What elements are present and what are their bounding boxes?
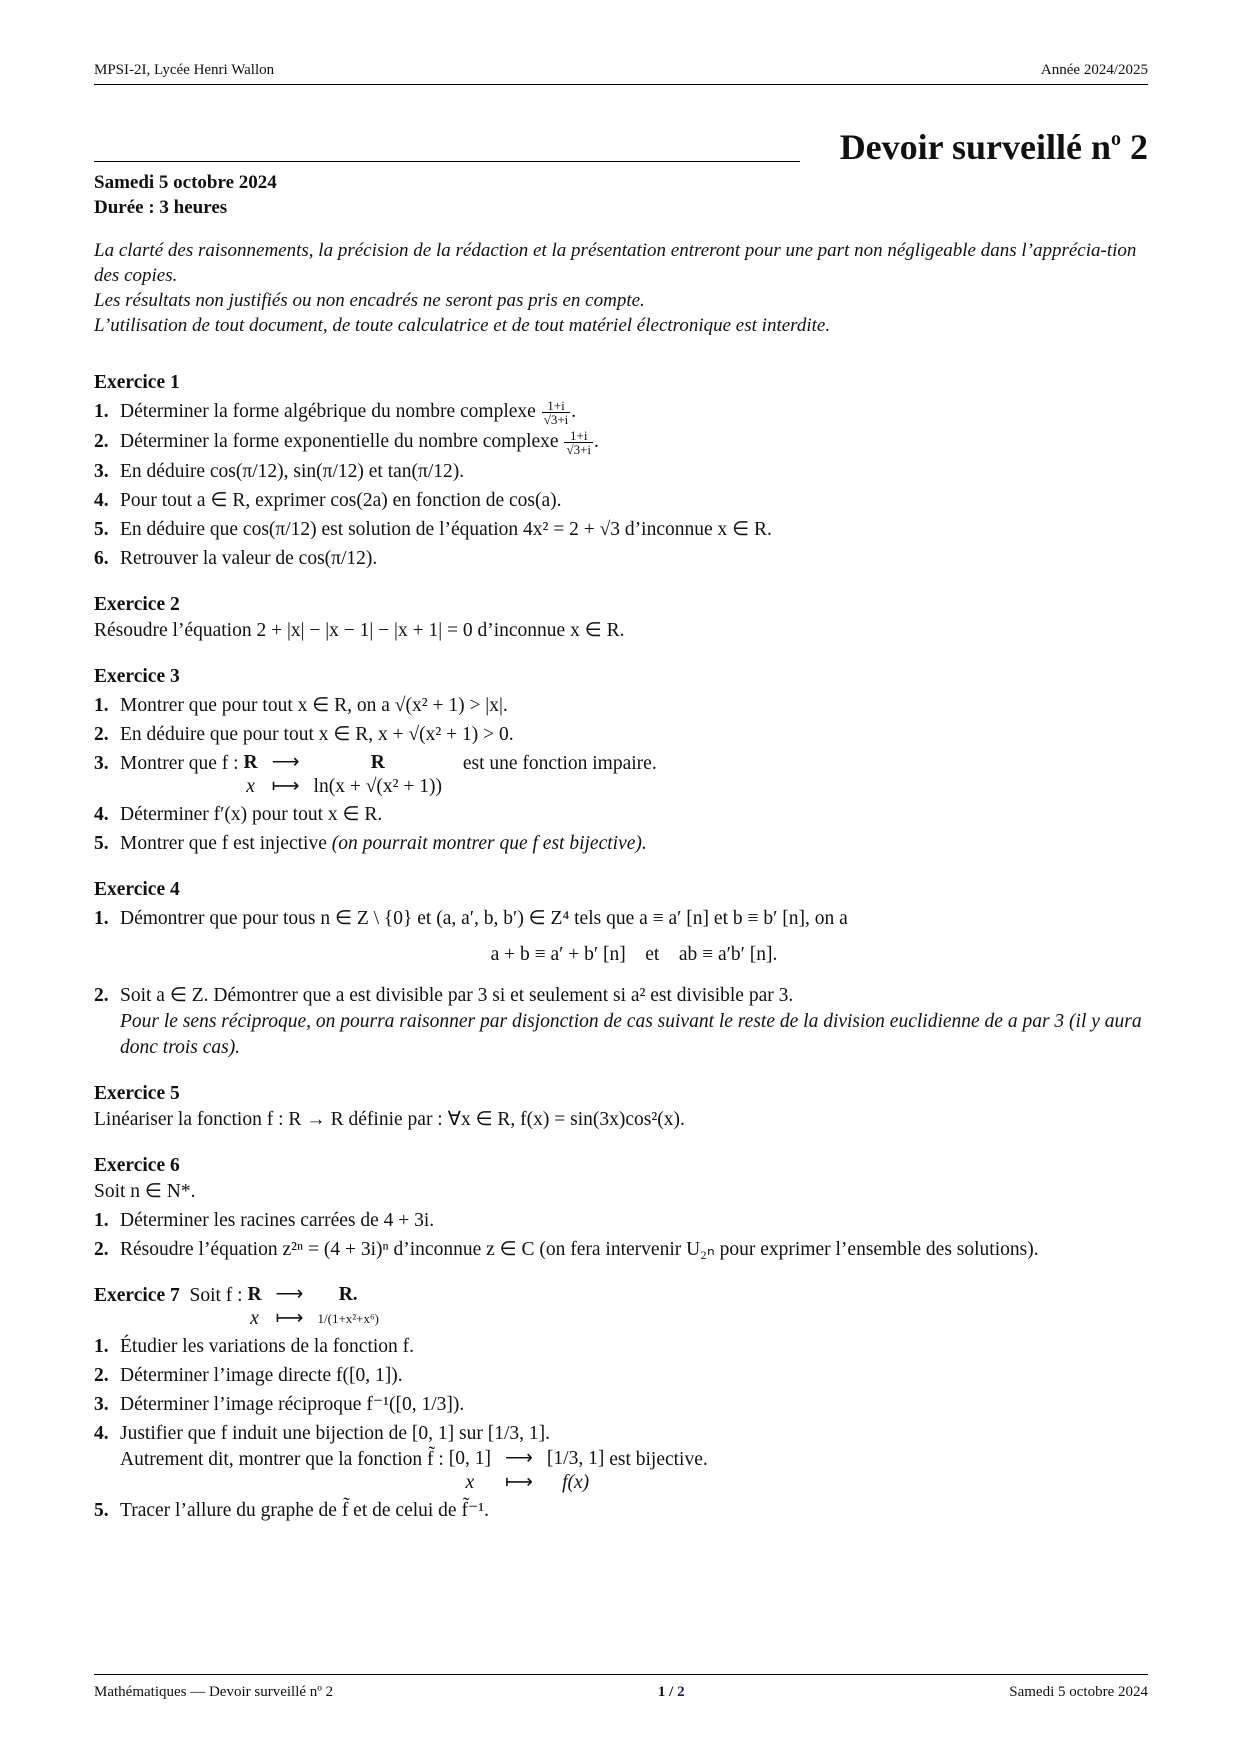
exercise-5-title: Exercice 5: [94, 1083, 180, 1105]
footer-rule: [94, 1674, 1148, 1675]
question-number: 1.: [94, 401, 109, 422]
question: [94, 546, 1148, 572]
question-number: 1.: [94, 1210, 109, 1232]
exam-duration: Durée : 3 heures: [94, 197, 228, 218]
mapping-maps-to: ⟼: [504, 1472, 533, 1494]
question: [94, 906, 1148, 980]
page-current: 1: [657, 1684, 666, 1700]
mapping-var: x: [246, 776, 255, 798]
question: [94, 517, 1148, 543]
question: [94, 1208, 1148, 1234]
question-number: 1.: [94, 1336, 109, 1358]
mapping-domain: R: [243, 752, 258, 774]
question-text: Justifier que f induit une bijection de [0, 1] sur [1/3, 1].: [120, 1423, 550, 1445]
exercise-1-title: Exercice 1: [94, 372, 180, 393]
fraction-denominator: √3+i: [543, 412, 569, 428]
mapping-arrow: ⟶: [271, 752, 300, 774]
mapping-var: x: [250, 1308, 259, 1330]
question-text: Déterminer les racines carrées de 4 + 3i.: [120, 1210, 435, 1232]
instruction-line: L’utilisation de tout document, de toute calculatrice et de tout matériel électronique est interdite.: [94, 315, 831, 336]
question-text: Déterminer la forme algébrique du nombre complexe: [120, 401, 536, 422]
mapping-maps-to: ⟼: [275, 1308, 304, 1330]
mapping-codomain: R: [370, 752, 385, 774]
question-text: Soit a ∈ Z. Démontrer que a est divisible par 3 si et seulement si a² est divisible par 3.: [120, 985, 794, 1007]
question-number: 6.: [94, 548, 109, 570]
title-text: Devoir surveillé n: [839, 127, 1111, 167]
question: [94, 983, 1148, 1061]
mapping-expression: ln(x + √(x² + 1)): [313, 776, 442, 798]
fraction-numerator: 1+i: [564, 429, 593, 443]
function-mapping: [243, 751, 442, 799]
question-text: est une fonction impaire.: [462, 753, 657, 775]
question-number: 5.: [94, 519, 109, 541]
question-hint: Pour le sens réciproque, on pourra raisonner par disjonction de cas suivant le reste de la division euclidienne de a par 3 (il y aura donc trois cas).: [120, 1011, 1142, 1059]
question-text: En déduire que pour tout x ∈ R, x + √(x² + 1) > 0.: [120, 724, 514, 746]
question: [94, 722, 1148, 748]
question: [94, 1334, 1148, 1360]
mapping-domain: R: [247, 1284, 262, 1306]
question-text: est bijective.: [609, 1449, 708, 1471]
instruction-line: Les résultats non justifiés ou non encadrés ne seront pas pris en compte.: [94, 290, 645, 311]
question: [94, 802, 1148, 828]
question: [94, 1498, 1148, 1524]
question-text: Déterminer la forme exponentielle du nombre complexe: [120, 431, 559, 453]
function-mapping: [247, 1283, 378, 1331]
question-hint: (on pourrait montrer que f est bijective).: [331, 833, 647, 855]
header-rule: [94, 84, 1148, 85]
question: 2. Déterminer la forme exponentielle du nombre complexe $\frac{1+i}{√3+i}$ .: [94, 428, 599, 458]
exercise-6-title: Exercice 6: [94, 1155, 180, 1177]
question-number: 3.: [94, 461, 109, 483]
question-text: Démontrer que pour tous n ∈ Z \ {0} et (a, a′, b, b′) ∈ Z⁴ tels que a ≡ a′ [n] et b ≡ b′ [n], on a: [120, 908, 848, 930]
question-number: 1.: [94, 695, 109, 717]
page-footer: [94, 1684, 1148, 1701]
question-number: 5.: [94, 833, 109, 855]
question: [94, 1392, 1148, 1418]
exercises: [94, 370, 1148, 1527]
question-text: En déduire cos(π/12), sin(π/12) et tan(π/12).: [120, 461, 465, 483]
question-number: 2.: [94, 431, 109, 453]
question-number: 2.: [94, 1239, 109, 1261]
question: [94, 751, 1148, 799]
question: [94, 1237, 1148, 1263]
exercise-6-intro: Soit n ∈ N*.: [94, 1181, 196, 1203]
display-formula: a + b ≡ a′ + b′ [n] et ab ≡ a′b′ [n].: [490, 944, 778, 966]
question-text: Retrouver la valeur de cos(π/12).: [120, 548, 378, 570]
header-right: Année 2024/2025: [1040, 62, 1148, 78]
exercise-4-title: Exercice 4: [94, 879, 180, 901]
question-number: 3.: [94, 1394, 109, 1416]
mapping-expression: f(x): [562, 1472, 590, 1494]
mapping-arrow: ⟶: [275, 1284, 304, 1306]
exercise-2-text: Résoudre l’équation 2 + |x| − |x − 1| − |x + 1| = 0 d’inconnue x ∈ R.: [94, 620, 625, 642]
question-number: 4.: [94, 804, 109, 826]
exam-date: Samedi 5 octobre 2024: [94, 172, 277, 193]
question-number: 1.: [94, 908, 109, 930]
question: [94, 693, 1148, 719]
question-number: 2.: [94, 1365, 109, 1387]
question-text: Déterminer l’image réciproque f⁻¹([0, 1/3]).: [120, 1394, 465, 1416]
question-number: 4.: [94, 1423, 109, 1445]
exercise-7-title: Exercice 7: [94, 1285, 180, 1307]
mapping-arrow: ⟶: [504, 1448, 533, 1470]
question-text: Étudier les variations de la fonction f.: [120, 1336, 415, 1358]
mapping-domain: [0, 1]: [448, 1448, 491, 1470]
exercise-3-title: Exercice 3: [94, 666, 180, 688]
page-header: [94, 62, 1148, 79]
question-text: Déterminer l’image directe f([0, 1]).: [120, 1365, 403, 1387]
question-number: 4.: [94, 490, 109, 512]
exercise-2-title: Exercice 2: [94, 594, 180, 616]
question-text: Montrer que f :: [120, 753, 239, 775]
question-text: En déduire que cos(π/12) est solution de l’équation 4x² = 2 + √3 d’inconnue x ∈ R.: [120, 519, 772, 541]
question: [94, 488, 1148, 514]
exercise-7-header: [94, 1283, 1148, 1331]
mapping-var: x: [465, 1472, 475, 1494]
instructions: [94, 238, 1148, 338]
mapping-expression: 1/(1+x²+x⁶): [317, 1311, 379, 1327]
fraction: [564, 429, 593, 456]
question: [94, 1421, 1148, 1495]
title-number: 2: [1121, 127, 1148, 167]
question: [94, 1363, 1148, 1389]
mapping-maps-to: ⟼: [271, 776, 300, 798]
mapping-codomain: R.: [338, 1284, 358, 1306]
fraction: [542, 399, 571, 426]
question-text: Déterminer f′(x) pour tout x ∈ R.: [120, 804, 383, 826]
fraction-numerator: 1+i: [542, 399, 571, 413]
question-number: 2.: [94, 724, 109, 746]
exercise-5-text: Linéariser la fonction f : R → R définie par : ∀x ∈ R, f(x) = sin(3x)cos²(x).: [94, 1109, 685, 1131]
question-text: Montrer que f est injective: [120, 833, 327, 855]
question-number: 3.: [94, 753, 109, 775]
function-mapping: [449, 1447, 605, 1495]
mapping-codomain: [1/3, 1]: [546, 1448, 605, 1470]
instruction-line: La clarté des raisonnements, la précision de la rédaction et la présentation entreront pour une part non négligeable dans l’apprécia-tion des copies.: [94, 240, 1137, 286]
header-left: MPSI-2I, Lycée Henri Wallon: [94, 62, 275, 78]
footer-right: Samedi 5 octobre 2024: [1009, 1684, 1148, 1700]
title-rule: [94, 161, 800, 162]
question: [94, 831, 1148, 857]
question: [94, 459, 1148, 485]
page-title: [840, 126, 1148, 168]
question-number: 5.: [94, 1500, 109, 1522]
footer-left: Mathématiques — Devoir surveillé nº 2: [94, 1684, 334, 1700]
question-number: 2.: [94, 985, 109, 1007]
question-text: Pour tout a ∈ R, exprimer cos(2a) en fonction de cos(a).: [120, 490, 562, 512]
question-text: Autrement dit, montrer que la fonction f̃ :: [120, 1449, 444, 1471]
page-separator: /: [665, 1684, 678, 1700]
question-text: Résoudre l’équation z²ⁿ = (4 + 3i)ⁿ d’inconnue z ∈ C (on fera intervenir U₂ₙ pour exprimer l’ensemble des solutions).: [120, 1239, 1039, 1261]
title-sup: o: [1111, 128, 1121, 150]
fraction-denominator: √3+i: [566, 442, 592, 458]
question-text: Tracer l’allure du graphe de f̃ et de celui de f̃⁻¹.: [120, 1500, 489, 1522]
question-text: Montrer que pour tout x ∈ R, on a √(x² + 1) > |x|.: [120, 695, 508, 717]
page-total[interactable]: 2: [677, 1684, 685, 1700]
exam-meta: [94, 170, 277, 220]
page-number: [658, 1684, 685, 1701]
question: 1. Déterminer la forme algébrique du nombre complexe $\frac{1+i}{√3+i}$ .: [94, 398, 577, 428]
exercise-7-intro: Soit f :: [189, 1285, 243, 1307]
